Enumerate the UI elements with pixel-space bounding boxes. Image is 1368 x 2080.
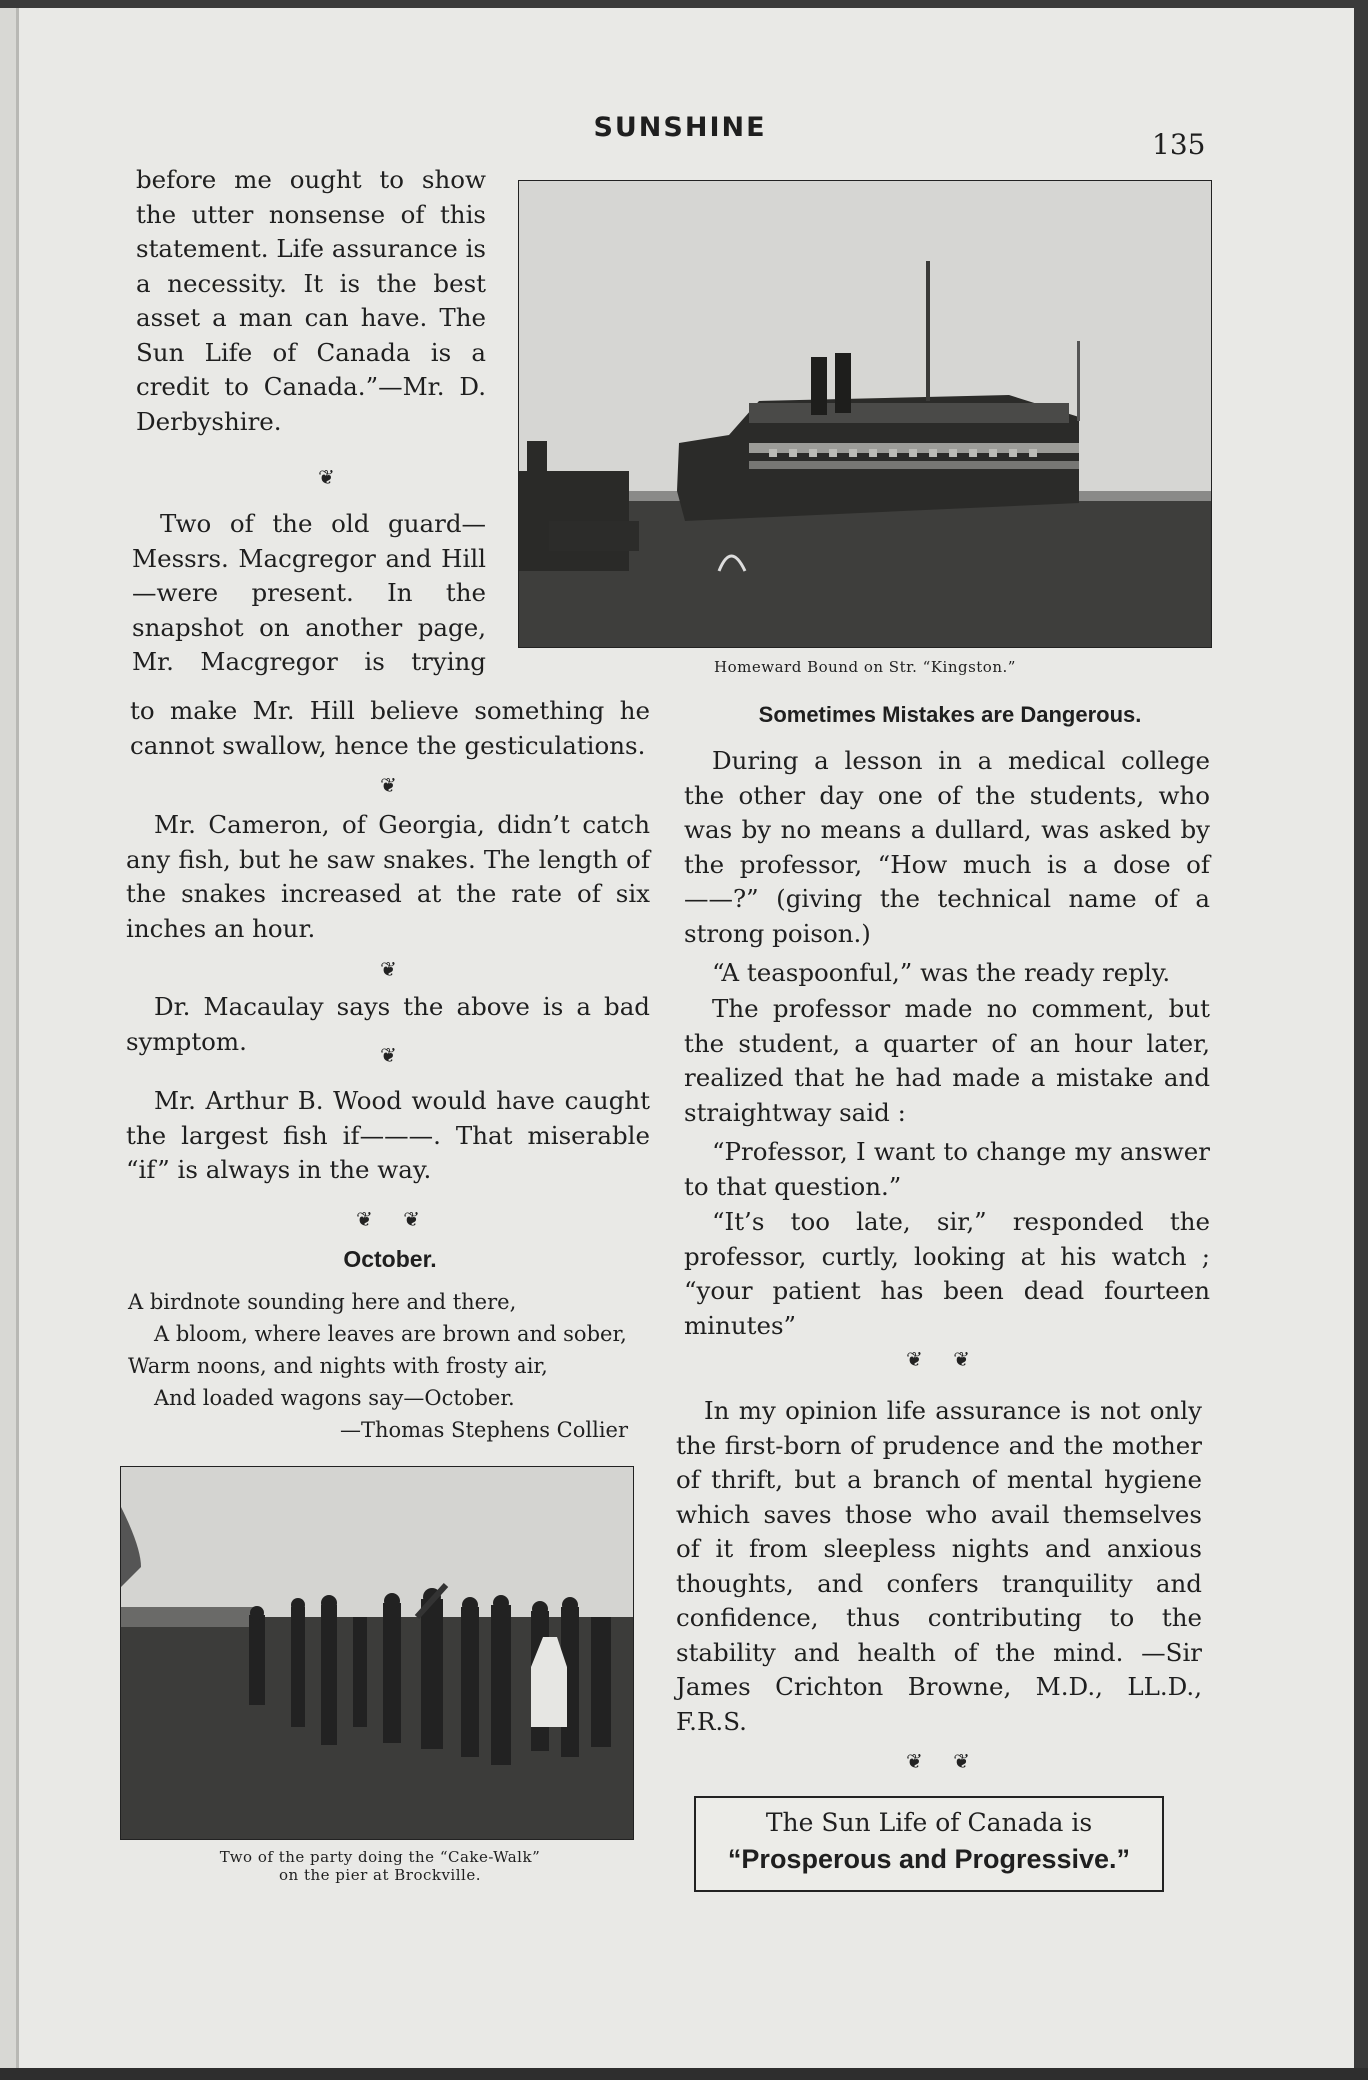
- advert-line-2: “Prosperous and Progressive.”: [727, 1844, 1131, 1874]
- poem: [128, 1286, 648, 1446]
- right-paragraph-3: The professor made no comment, but the student, a quarter of an hour later, realized that he had made a mistake and straightway said :: [684, 994, 1210, 1127]
- right-paragraph-5: “It’s too late, sir,” responded the professor, curtly, looking at his watch ; “your patient has been dead fourteen minutes”: [684, 1207, 1210, 1340]
- cake-walk-photo: [120, 1466, 634, 1840]
- scan-border-bottom: [0, 2068, 1368, 2080]
- cake-walk-caption: [160, 1848, 600, 1884]
- right-paragraph-2: “A teaspoonful,” was the ready reply.: [712, 958, 1171, 987]
- left-paragraph-2b: to make Mr. Hill believe something he cannot swallow, hence the gesticulations.: [130, 696, 650, 760]
- ornament: ❦: [380, 1043, 409, 1067]
- poem-title: October.: [343, 1246, 437, 1272]
- right-paragraph-1: During a lesson in a medical college the other day one of the students, who was by no means a dullard, was asked by the professor, “How much is a dose of——?” (giving the technical name of a strong poison.): [684, 746, 1210, 948]
- right-paragraph-4: “Professor, I want to change my answer to that question.”: [684, 1137, 1210, 1201]
- steamer-kingston-photo: [518, 180, 1212, 648]
- left-paragraph-4: Dr. Macaulay says the above is a bad symptom.: [126, 992, 650, 1056]
- scan-border-right: [1354, 0, 1368, 2080]
- steamer-caption: Homeward Bound on Str. “Kingston.”: [714, 658, 1016, 676]
- poem-line: A bloom, where leaves are brown and sober,: [154, 1322, 627, 1346]
- cake-walk-caption-line-1: Two of the party doing the “Cake-Walk”: [219, 1848, 541, 1866]
- left-paragraph-5: Mr. Arthur B. Wood would have caught the largest fish if———. That miserable “if” is always in the way.: [126, 1086, 650, 1184]
- ornament-double: ❦ ❦: [906, 1347, 982, 1371]
- sun-life-advert-box: [694, 1796, 1164, 1892]
- left-paragraph-3: Mr. Cameron, of Georgia, didn’t catch any fish, but he saw snakes. The length of the snakes increased at the rate of six inches an hour.: [126, 810, 650, 943]
- ornament-double: ❦ ❦: [356, 1207, 432, 1231]
- poem-line: Warm noons, and nights with frosty air,: [128, 1354, 548, 1378]
- right-paragraph-6: In my opinion life assurance is not only the first-born of prudence and the mother of thrift, but a branch of mental hygiene which saves those who avail themselves of it from sleepless nights and anxious thoughts, and confers tranquility and confidence, thus contributing to the stability and health of the mind. —Sir James Crichton Browne, M.D., LL.D., F.R.S.: [676, 1396, 1202, 1736]
- ornament: ❦: [380, 773, 409, 797]
- ornament: ❦: [380, 957, 409, 981]
- page-gutter-rule: [16, 8, 19, 2080]
- poem-author: —Thomas Stephens Collier: [340, 1418, 629, 1442]
- page-number: 135: [1152, 128, 1206, 161]
- left-paragraph-1: before me ought to show the utter nonsense of this statement. Life assurance is a necessity. It is the best asset a man can have. The Sun Life of Canada is a credit to Canada.”—Mr. D. Derbyshire.: [136, 165, 486, 436]
- ornament-double: ❦ ❦: [906, 1749, 982, 1773]
- cake-walk-caption-line-2: on the pier at Brockville.: [279, 1866, 481, 1884]
- section-heading: Sometimes Mistakes are Dangerous.: [758, 702, 1142, 727]
- poem-line: A birdnote sounding here and there,: [128, 1290, 517, 1314]
- poem-line: And loaded wagons say—October.: [154, 1386, 515, 1410]
- advert-line-1: The Sun Life of Canada is: [765, 1808, 1093, 1837]
- ornament: ❦: [318, 465, 347, 489]
- running-head: SUNSHINE: [593, 112, 767, 143]
- left-paragraph-2a: Two of the old guard—Messrs. Macgregor and Hill —were present. In the snapshot on another page, Mr. Macgregor is trying: [132, 509, 486, 676]
- page-edge: [0, 8, 16, 2080]
